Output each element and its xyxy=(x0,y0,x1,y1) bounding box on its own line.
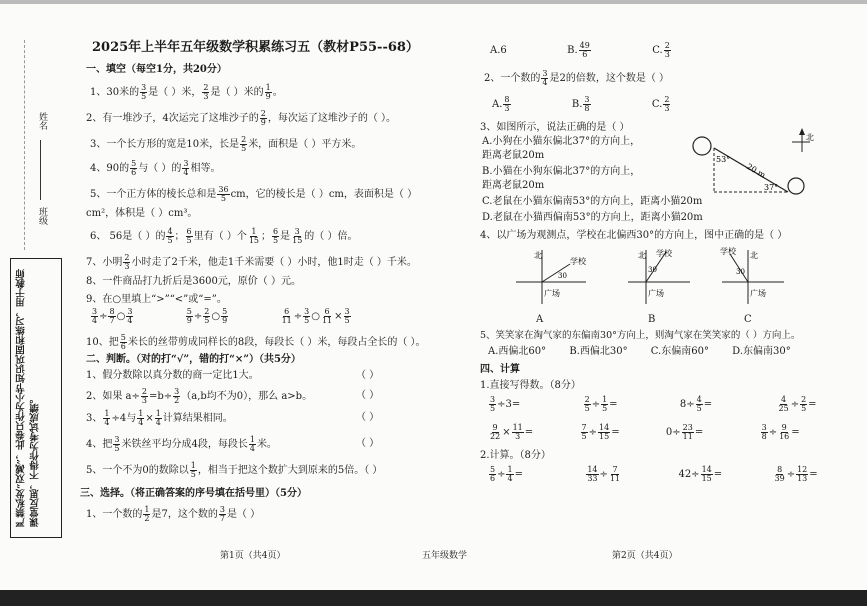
fig-distance: 20 m xyxy=(745,161,768,180)
figure-label-a: A xyxy=(536,314,544,325)
notice-box xyxy=(10,258,62,538)
section3-heading: 三、选择。（将正确答案的序号填在括号里）（5分） xyxy=(80,488,307,499)
section1-heading: 一、填空（每空1分，共20分） xyxy=(86,64,227,75)
svg-text:北: 北 xyxy=(638,251,646,260)
calc-row-3: $\frac{5}{6}$ ÷ $\frac{1}{4}$ = $\frac{14}{33}$ ÷ $\frac{7}{11}$ 42÷ $\frac{14}{15}$ = $\frac{8}{39}$ ÷ $\frac{12}{13}$ = xyxy=(490,465,818,483)
choice-2: 2、一个数的 $\frac{3}{4}$ 是2的倍数，这个数是（ ） xyxy=(484,69,670,87)
choice-3-a2: 距离老鼠20m xyxy=(482,150,545,161)
svg-text:广场: 广场 xyxy=(544,289,560,298)
question-1-9-items: $\frac{3}{4}$ ÷ $\frac{8}{7}$ ○ $\frac{3}{4}$ $\frac{5}{9}$ ÷ $\frac{2}{5}$ ○ $\frac{5}{9}$ $\frac{6}{11}$ ÷ $\frac{3}{5}$ ○ $\frac{6}{11}$ × $\frac{3}{5}$ xyxy=(92,307,350,325)
judge-1: 1、假分数除以真分数的商一定比1大。 xyxy=(86,370,259,381)
calc-1-heading: 1.直接写得数。（8分） xyxy=(480,380,581,391)
question-1-5: 5、一个正方体的棱长总和是 $\frac{36}{5}$ cm，它的棱长是（ ）cm，表面积是（ ） xyxy=(90,185,418,203)
choice-4: 4、以广场为观测点，学校在北偏西30°的方向上，图中正确的是（ ） xyxy=(480,230,788,241)
choice-3: 3、如图所示，说法正确的是（ ） xyxy=(480,122,630,133)
calc-row-2: $\frac{9}{22}$ × $\frac{11}{3}$ = $\frac{7}{5}$ ÷ $\frac{14}{15}$ = 0÷ $\frac{23}{11}$ = $\frac{3}{8}$ ÷ $\frac{9}{16}$ = xyxy=(490,423,800,441)
choice-3-d: D.老鼠在小猫西偏南53°的方向上，距离小猫20m xyxy=(482,212,703,223)
svg-text:北: 北 xyxy=(750,251,758,260)
page-title: 2025年上半年五年级数学积累练习五（教材P55--68） xyxy=(92,40,419,55)
notice-text: 严禁私发“双减”，此卷只作为小节知识巩固和练习，用于教师课堂反思，不得作为考试成绩。 xyxy=(16,269,41,527)
scan-edge-bottom xyxy=(0,590,867,606)
figure-label-c: C xyxy=(744,314,752,325)
question-1-5b: cm²，体积是（ ）cm³。 xyxy=(86,208,198,219)
choice-1-options: A.6 B. $\frac{49}{6}$ C. $\frac{2}{3}$ xyxy=(490,41,670,59)
fig-north: 北 xyxy=(806,133,814,142)
judge-2-paren: （ ） xyxy=(356,390,380,401)
compass-figure-b xyxy=(624,246,694,308)
svg-text:学校: 学校 xyxy=(720,247,736,256)
svg-text:30: 30 xyxy=(736,268,745,276)
choice-3-b2: 距离老鼠20m xyxy=(482,180,545,191)
class-label: 班级 xyxy=(37,207,47,225)
page-number-1: 第1页（共4页） xyxy=(220,551,286,561)
choice-3-a: A.小狗在小猫东偏北37°的方向上， xyxy=(482,136,641,147)
dog-icon xyxy=(693,137,711,155)
choice-3-c: C.老鼠在小猫东偏南53°的方向上，距离小猫20m xyxy=(482,196,703,207)
question-1-7: 7、小明 $\frac{2}{3}$ 小时走了2千米，他走1千米需要（ ）小时，他1时走（ ）千米。 xyxy=(86,253,417,271)
choice-5-options: A.西偏北60° B.西偏北30° C.东偏南60° D.东偏南30° xyxy=(488,346,791,357)
compass-figure-c xyxy=(718,246,788,308)
question-1-6: 6、 56是（ ）的 $\frac{4}{5}$ ； $\frac{6}{5}$ 里有（ ）个 $\frac{1}{15}$ ； $\frac{6}{5}$ 是 $\frac{3}{15}$ 的（ ）倍。 xyxy=(90,227,358,245)
svg-text:北: 北 xyxy=(534,251,542,260)
choice-3-b: B.小猫在小狗东偏北37°的方向上， xyxy=(482,166,641,177)
question-1-3: 3、一个长方形的宽是10米，长是 $\frac{2}{5}$ 米，面积是（ ）平方米。 xyxy=(90,135,362,153)
figure-label-b: B xyxy=(648,314,656,325)
judge-5: 5、一个不为0的数除以 $\frac{1}{5}$ ，相当于把这个数扩大到原来的5倍。（ ） xyxy=(86,461,383,479)
svg-text:广场: 广场 xyxy=(648,289,664,298)
svg-text:广场: 广场 xyxy=(750,289,766,298)
name-blank xyxy=(40,140,41,200)
question-1-1: 1、30米的 $\frac{3}{5}$ 是（ ）米， $\frac{2}{3}$ 是（ ）米的 $\frac{1}{9}$ 。 xyxy=(90,83,283,101)
cat-icon xyxy=(788,178,804,194)
svg-text:30: 30 xyxy=(558,272,567,280)
fig-angle-2: 37° xyxy=(764,183,779,192)
subject-label: 五年级数学 xyxy=(422,551,468,561)
page-number-2: 第2页（共4页） xyxy=(612,551,678,561)
judge-4: 4、把 $\frac{3}{5}$ 米铁丝平均分成4段，每段长 $\frac{1}{4}$ 米。 xyxy=(86,435,277,453)
calc-2-heading: 2.计算。（8分） xyxy=(480,450,551,461)
section4-heading: 四、计算 xyxy=(480,364,520,375)
judge-2: 2、如果 a÷ $\frac{2}{3}$ =b÷ $\frac{3}{2}$ （a,b均不为0），那么 a>b。 xyxy=(86,387,313,405)
scan-edge-top xyxy=(0,0,867,4)
question-1-8: 8、一件商品打九折后是3600元，原价（ ）元。 xyxy=(86,276,301,287)
compass-figure-a xyxy=(512,246,590,308)
section2-heading: 二、判断。（对的打“√”，错的打“×”）（共5分） xyxy=(86,354,301,365)
name-label: 姓名 xyxy=(37,112,47,130)
judge-3: 3、 $\frac{1}{4}$ ÷4与 $\frac{1}{4}$ × $\frac{1}{4}$ 计算结果相同。 xyxy=(86,409,233,427)
judge-1-paren: （ ） xyxy=(356,370,380,381)
calc-row-1: $\frac{3}{5}$ ÷3= $\frac{2}{5}$ ÷ $\frac{1}{5}$ = 8÷ $\frac{4}{5}$ = $\frac{4}{25}$ ÷ $\frac{2}{5}$ = xyxy=(490,395,817,413)
fig-angle-1: 53° xyxy=(716,155,731,164)
question-1-9: 9、在○里填上“>”“<”或“=”。 xyxy=(86,294,227,305)
svg-text:学校: 学校 xyxy=(656,249,672,258)
question-1-2: 2、有一堆沙子，4次运完了这堆沙子的 $\frac{2}{9}$ ，每次运了这堆沙子的（ ）。 xyxy=(86,109,397,127)
svg-text:30: 30 xyxy=(648,266,657,274)
choice-1: 1、一个数的 $\frac{1}{2}$ 是7，这个数的 $\frac{3}{7}$ 是（ ） xyxy=(86,505,261,523)
choice-5: 5、笑笑家在淘气家的东偏南30°方向上，则淘气家在笑笑家的（ ）方向上。 xyxy=(480,330,801,341)
judge-3-paren: （ ） xyxy=(356,412,380,423)
choice-2-options: A. $\frac{8}{3}$ B. $\frac{3}{8}$ C. $\frac{2}{3}$ xyxy=(492,95,670,113)
svg-text:学校: 学校 xyxy=(570,257,586,266)
judge-4-paren: （ ） xyxy=(356,438,380,449)
question-1-10: 10、把 $\frac{5}{6}$ 米长的丝带剪成同样长的8段，每段长（ ）米，每段占全长的（ ）。 xyxy=(86,333,426,351)
question-1-4: 4、90的 $\frac{5}{6}$ 与（ ）的 $\frac{3}{4}$ 相等。 xyxy=(90,159,221,177)
binding-line xyxy=(24,40,25,250)
direction-figure xyxy=(684,126,814,206)
